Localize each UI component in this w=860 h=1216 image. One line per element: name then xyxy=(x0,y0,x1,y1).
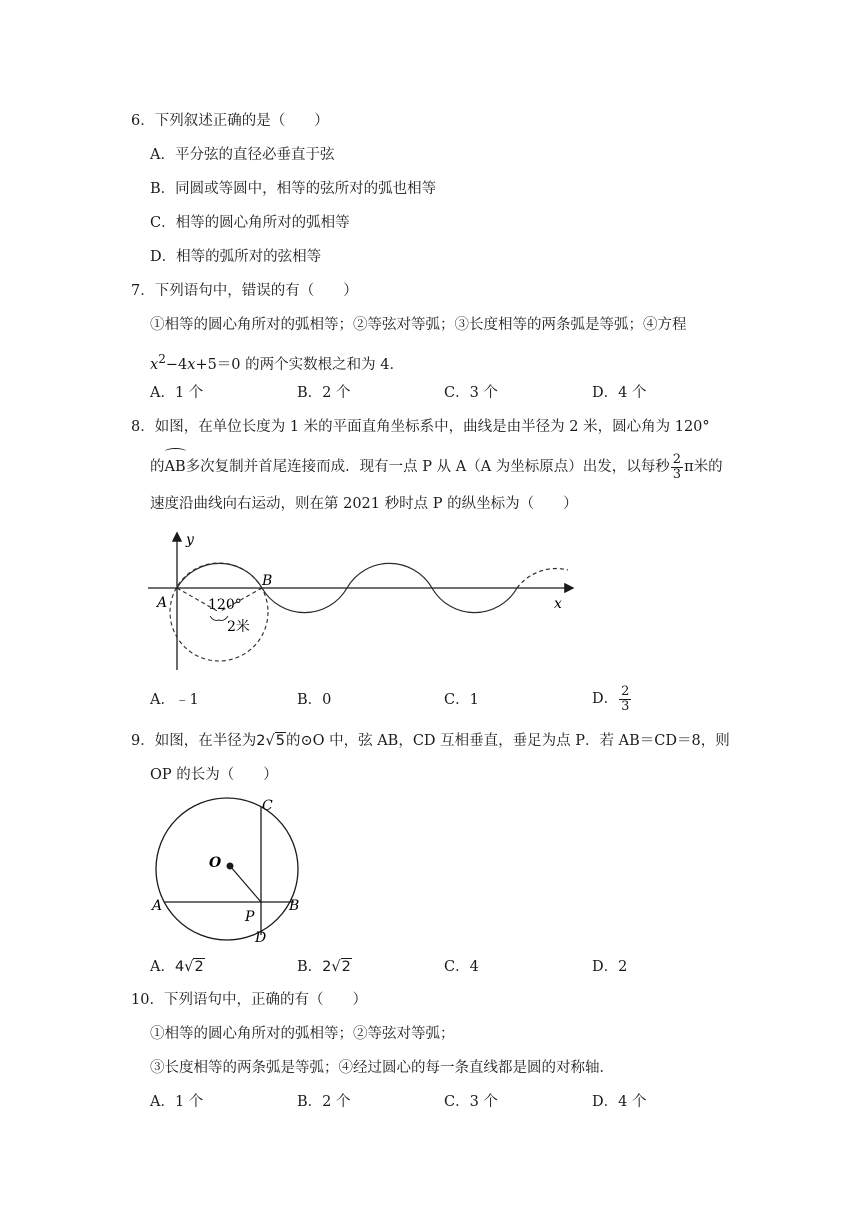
center-point xyxy=(227,863,234,870)
text-part: −4 xyxy=(165,356,188,373)
q9-option-a xyxy=(150,957,205,977)
q10-option-a: A．1 个 xyxy=(150,1094,204,1110)
sqrt-expression: 2√5 xyxy=(256,733,285,749)
q10-line2: ③长度相等的两条弧是等弧；④经过圆心的每一条直线都是圆的对称轴． xyxy=(150,1060,614,1076)
q9-option-b xyxy=(297,957,352,977)
fraction xyxy=(619,685,631,714)
q10-option-b: B．2 个 xyxy=(297,1094,351,1110)
q8-option-c: C．1 xyxy=(444,692,479,708)
q6-stem: 6．下列叙述正确的是（ ） xyxy=(131,113,329,129)
text-part: 的 xyxy=(150,459,165,475)
x-label: x xyxy=(554,596,562,612)
q10-stem: 10．下列语句中，正确的有（ ） xyxy=(131,992,367,1008)
label-o: O xyxy=(209,855,222,871)
sqrt-coefficient: 4 xyxy=(174,959,185,975)
q10-line1: ①相等的圆心角所对的弧相等；②等弦对等弧； xyxy=(150,1026,455,1042)
point-b-label: B xyxy=(262,573,273,589)
q7-stem: 7．下列语句中，错误的有（ ） xyxy=(131,283,358,299)
q8-option-a: A．﹣1 xyxy=(150,692,199,708)
text-part: +5＝0 的两个实数根之和为 4． xyxy=(195,356,404,373)
text-part: 9．如图，在半径为 xyxy=(131,733,257,749)
q6-option-b: B．同圆或等圆中，相等的弦所对的弧也相等 xyxy=(150,181,437,197)
point-a-label: A xyxy=(157,595,168,611)
fraction-numerator: 2 xyxy=(672,451,682,467)
q8-option-b: B．0 xyxy=(297,692,332,708)
option-letter: A． xyxy=(150,959,175,975)
option-letter: B． xyxy=(297,959,323,975)
label-a: A xyxy=(152,898,163,914)
q8-stem-line3: 速度沿曲线向右运动，则在第 2021 秒时点 P 的纵坐标为（ ） xyxy=(150,496,578,512)
label-d: D xyxy=(255,930,267,946)
q7-option-c: C．3 个 xyxy=(444,385,498,401)
q9-option-c: C．4 xyxy=(444,959,479,975)
radius-brace xyxy=(210,616,228,621)
sqrt-expression: 4√2 xyxy=(174,959,204,975)
angle-label: 120° xyxy=(208,597,242,613)
sqrt-radicand: 5 xyxy=(275,733,285,749)
text-part: 多次复制并首尾连接而成．现有一点 P 从 A（A 为坐标原点）出发，以每秒 xyxy=(185,459,670,475)
label-p: P xyxy=(245,909,255,925)
sqrt-radicand: 2 xyxy=(341,959,351,975)
q6-option-d: D．相等的弧所对的弦相等 xyxy=(150,249,322,265)
q8-stem-line2 xyxy=(150,452,723,482)
var-x: x xyxy=(187,356,196,373)
q9-figure xyxy=(148,790,318,950)
q6-option-a: A．平分弦的直径必垂直于弦 xyxy=(150,147,335,163)
option-letter: D． xyxy=(592,691,619,707)
fraction-numerator: 2 xyxy=(621,683,630,699)
label-c: C xyxy=(262,798,273,814)
exponent: 2 xyxy=(158,352,166,366)
text-part: π米的 xyxy=(684,459,723,475)
q8-option-d xyxy=(592,683,632,715)
radius-label: 2米 xyxy=(227,619,250,635)
circle-o xyxy=(156,798,298,940)
q7-body-line2 xyxy=(150,349,404,375)
q7-option-d: D．4 个 xyxy=(592,385,647,401)
q7-option-a: A．1 个 xyxy=(150,385,204,401)
fraction-denominator: 3 xyxy=(621,698,630,714)
text-part: 的⊙O 中，弦 AB，CD 互相垂直，垂足为点 P．若 AB＝CD＝8，则 xyxy=(285,733,730,749)
label-b: B xyxy=(289,898,300,914)
sqrt-expression: 2√2 xyxy=(322,959,351,975)
q9-stem-line1 xyxy=(131,731,730,751)
fraction-denominator: 3 xyxy=(672,466,682,482)
q7-body-line1: ①相等的圆心角所对的弧相等；②等弦对等弧；③长度相等的两条弧是等弧；④方程 xyxy=(150,317,687,333)
y-label: y xyxy=(186,532,194,548)
q8-figure xyxy=(148,528,588,678)
q10-option-d: D．4 个 xyxy=(592,1094,647,1110)
var-x: x xyxy=(150,356,159,373)
q9-stem-line2: OP 的长为（ ） xyxy=(150,767,278,783)
fraction xyxy=(671,453,683,482)
sqrt-coefficient: 2 xyxy=(256,733,266,749)
q8-stem-line1: 8．如图，在单位长度为 1 米的平面直角坐标系中，曲线是由半径为 2 米，圆心角为 120° xyxy=(131,419,710,435)
q7-option-b: B．2 个 xyxy=(297,385,351,401)
q10-option-c: C．3 个 xyxy=(444,1094,498,1110)
q9-option-d: D．2 xyxy=(592,959,628,975)
sqrt-radicand: 2 xyxy=(194,959,204,975)
segment-op xyxy=(230,866,261,902)
wave-continuation xyxy=(517,569,568,588)
q6-option-c: C．相等的圆心角所对的弧相等 xyxy=(150,215,350,231)
arc-ab: AB xyxy=(165,452,186,482)
sqrt-coefficient: 2 xyxy=(322,959,332,975)
